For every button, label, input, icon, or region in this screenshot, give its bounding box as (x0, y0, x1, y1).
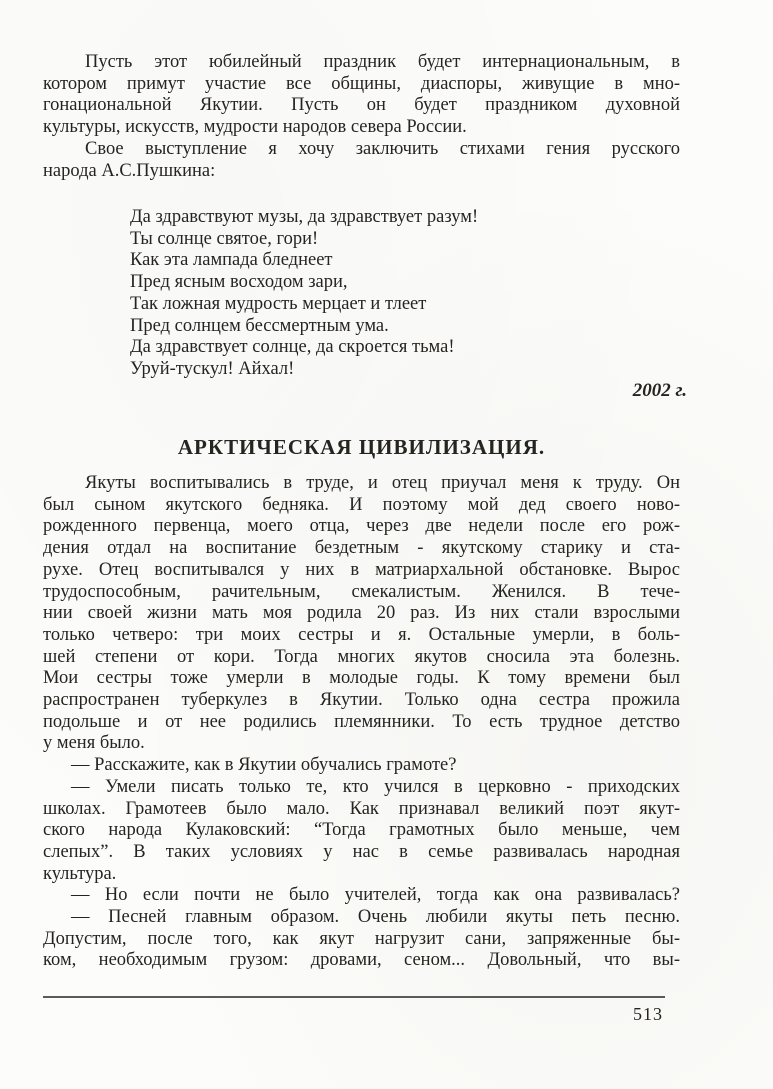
text-line: культуры, искусств, мудрости народов севера России. (43, 117, 467, 138)
text-line: Мои сестры тоже умерли в молодые годы. К тому времени был (43, 668, 680, 689)
poem-line: Так ложная мудрость мерцает и тлеет (130, 293, 427, 314)
poem-line: Уруй-тускул! Айхал! (130, 358, 295, 379)
text-line: Якуты воспитывались в труде, и отец приучал меня к труду. Он (85, 473, 680, 493)
poem-line: Ты солнце святое, гори! (130, 228, 319, 249)
text-line: нии своей жизни мать моя родила 20 раз. Из них стали взрослыми (43, 603, 680, 624)
text-line: народа А.С.Пушкина: (43, 160, 216, 181)
page-number: 513 (633, 1004, 663, 1024)
pushkin-poem (130, 207, 680, 381)
date-caption: 2002 г. (632, 380, 687, 401)
text-line: слепых”. В таких условиях у нас в семье развивалась народная (43, 841, 680, 862)
section-heading: АРКТИЧЕСКАЯ ЦИВИЛИЗАЦИЯ. (177, 435, 546, 459)
text-line: Свое выступление я хочу заключить стихами гения русского (85, 138, 680, 159)
text-line: дения отдал на воспитание бездетным - якутскому старику и ста- (43, 538, 680, 559)
text-line: шей степени от кори. Тогда многих якутов сносила эта болезнь. (43, 646, 680, 667)
text-line: — Расскажите, как в Якутии обучались грамоте? (71, 755, 457, 776)
text-line: трудоспособным, рачительным, смекалистым. Женился. В тече- (43, 581, 680, 602)
poem-line: Пред ясным восходом зари, (130, 272, 348, 293)
poem-line: Да здравствуют музы, да здравствует разум! (130, 207, 479, 227)
text-line: Допустим, после того, как якут нагрузит сани, запряженные бы- (43, 928, 680, 949)
intro-paragraphs (43, 52, 680, 182)
text-line: школах. Грамотеев было мало. Как признавал великий поэт якут- (43, 798, 680, 819)
text-line: ского народа Кулаковский: “Тогда грамотных было меньше, чем (43, 820, 680, 841)
poem-line: Как эта лампада бледнеет (130, 250, 333, 271)
text-line: гонациональной Якутии. Пусть он будет праздником духовной (43, 95, 680, 116)
text-line: распространен туберкулез в Якутии. Только одна сестра прожила (43, 690, 680, 711)
text-line: — Умели писать только те, кто учился в церковно - приходских (71, 776, 680, 797)
text-line: Пусть этот юбилейный праздник будет интернациональным, в (85, 52, 680, 72)
text-line: ком, необходимым грузом: дровами, сеном... Довольный, что вы- (43, 950, 680, 971)
poem-line: Да здравствует солнце, да скроется тьма! (130, 337, 455, 358)
text-line: — Песней главным образом. Очень любили якуты петь песню. (71, 907, 680, 928)
text-line: котором примут участие все общины, диаспоры, живущие в мно- (43, 73, 680, 94)
poem-line: Пред солнцем бессмертным ума. (130, 315, 389, 336)
text-line: рухе. Отец воспитывался у них в матриархальной обстановке. Вырос (43, 559, 680, 580)
text-line: был сыном якутского бедняка. И поэтому мой дед своего ново- (43, 494, 680, 515)
text-line: подольше и от нее родились племянники. То есть трудное детство (43, 711, 680, 732)
text-line: только четверо: три моих сестры и я. Остальные умерли, в боль- (43, 624, 680, 645)
text-line: — Но если почти не было учителей, тогда как она развивалась? (71, 885, 680, 906)
article-body (43, 473, 680, 972)
text-line: рожденного первенца, моего отца, через две недели после его рож- (43, 516, 680, 537)
text-line: у меня было. (43, 733, 145, 754)
footer-rule (43, 996, 665, 998)
text-line: культура. (43, 863, 117, 884)
